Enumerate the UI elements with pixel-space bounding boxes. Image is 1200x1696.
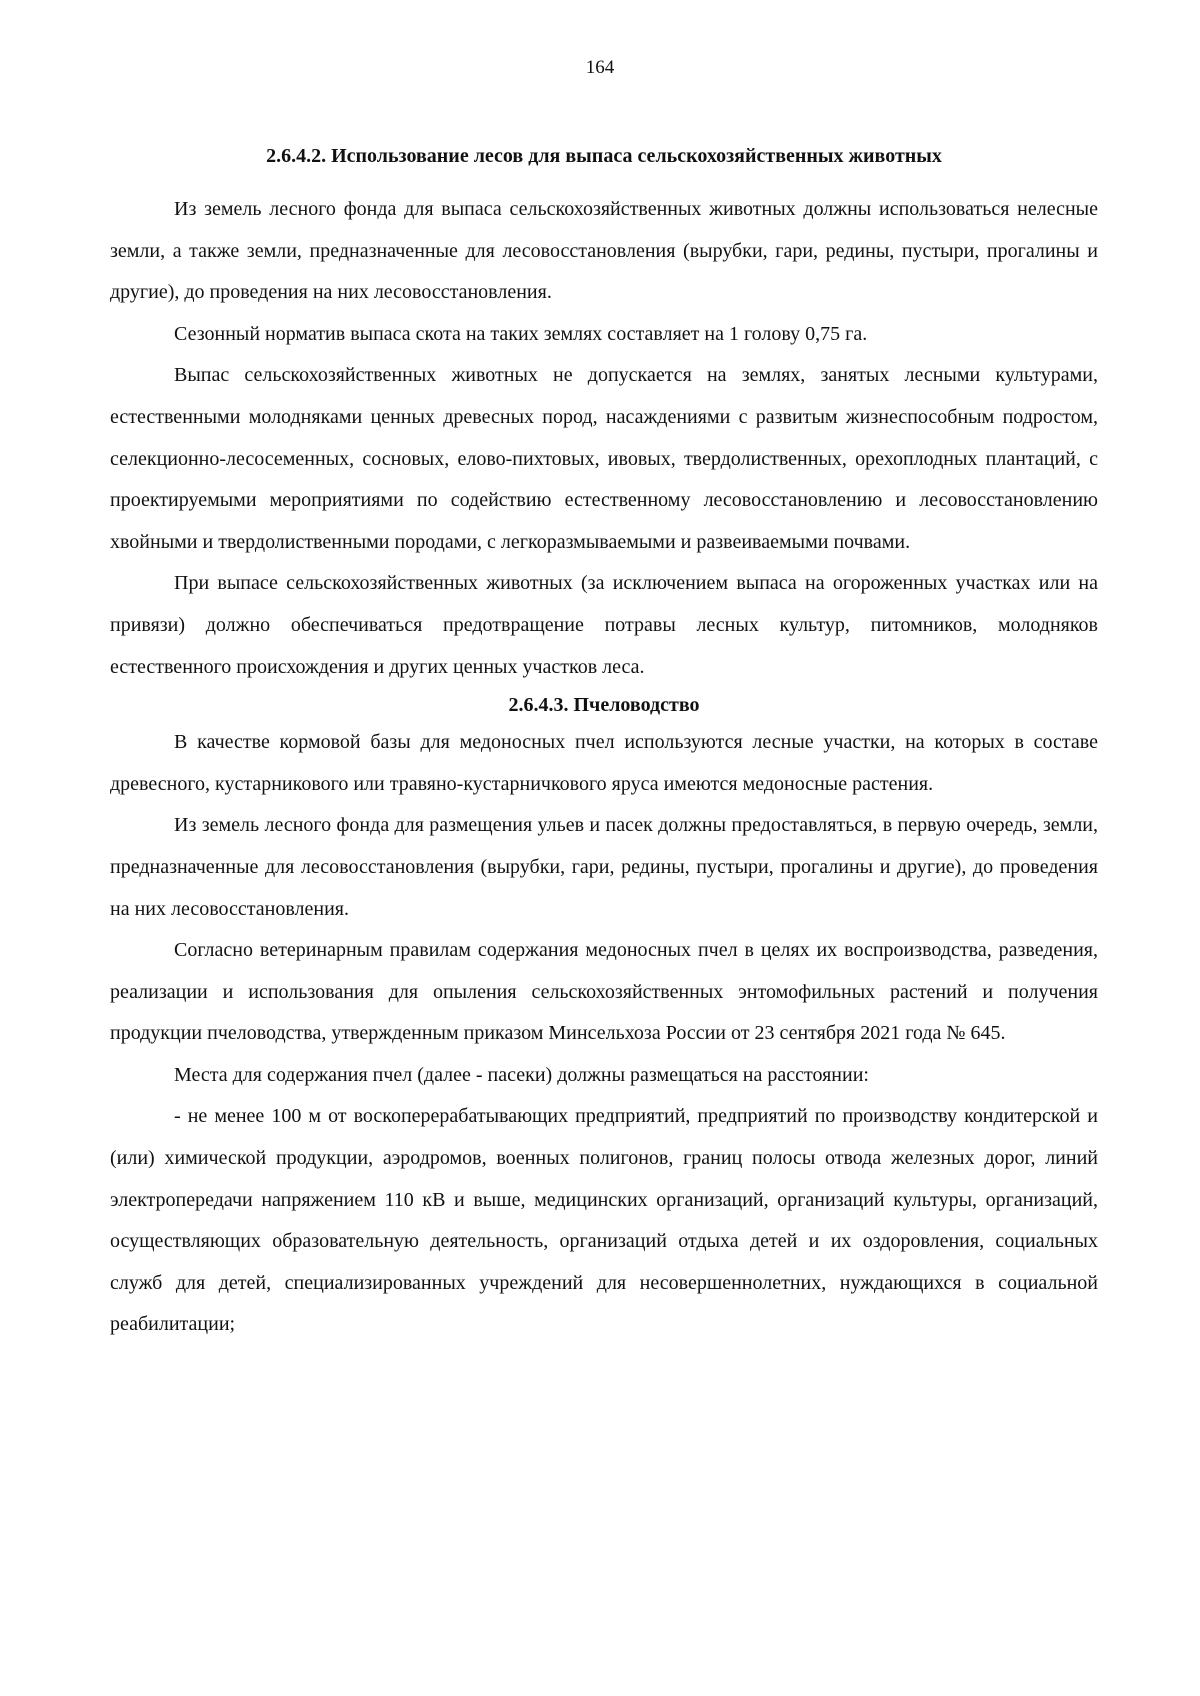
section-heading-beekeeping: 2.6.4.3. Пчеловодство — [508, 694, 700, 717]
paragraph: В качестве кормовой базы для медоносных пчел используются лесные участки, на которых в составе древесного, кустарникового или травяно-кустарничкового яруса имеются медоносные растения. — [110, 731, 1098, 795]
paragraph: Места для содержания пчел (далее - пасеки) должны размещаться на расстоянии: — [174, 1063, 869, 1086]
document-body — [110, 143, 1098, 1346]
paragraph: Согласно ветеринарным правилам содержания медоносных пчел в целях их воспроизводства, разведения, реализации и использования для опыления сельскохозяйственных энтомофильных растений и получения продукции пчеловодства, утвержденным приказом Минсельхоза России от 23 сентября 2021 года № 645. — [110, 939, 1098, 1045]
paragraph: Выпас сельскохозяйственных животных не допускается на землях, занятых лесными культурами, естественными молодняками ценных древесных пород, насаждениями с развитым жизнеспособным подростом, селекционно-лесосеменных, сосновых, елово-пихтовых, ивовых, твердолиственных, орехоплодных плантаций, с проектируемыми мероприятиями по содействию естественному лесовосстановлению и лесовосстановлению хвойными и твердолиственными породами, с легкоразмываемыми и развеиваемыми почвами. — [110, 364, 1098, 553]
paragraph: Из земель лесного фонда для выпаса сельскохозяйственных животных должны использоваться нелесные земли, а также земли, предназначенные для лесовосстановления (вырубки, гари, редины, пустыри, прогалины и другие), до проведения на них лесовосстановления. — [110, 198, 1098, 304]
paragraph: Сезонный норматив выпаса скота на таких землях составляет на 1 голову 0,75 га. — [174, 322, 868, 345]
list-item: - не менее 100 м от воскоперерабатывающих предприятий, предприятий по производству кондитерской и (или) химической продукции, аэродромов, военных полигонов, границ полосы отвода железных дорог, линий электропередачи напряжением 110 кВ и выше, медицинских организаций, организаций культуры, организаций, осуществляющих образовательную деятельность, организаций отдыха детей и их оздоровления, социальных служб для детей, специализированных учреждений для несовершеннолетних, нуждающихся в социальной реабилитации; — [110, 1105, 1098, 1336]
page-number: 164 — [585, 57, 615, 78]
section-heading-grazing: 2.6.4.2. Использование лесов для выпаса сельскохозяйственных животных — [266, 145, 942, 167]
paragraph: При выпасе сельскохозяйственных животных (за исключением выпаса на огороженных участках или на привязи) должно обеспечиваться предотвращение потравы лесных культур, питомников, молодняков естественного происхождения и других ценных участков леса. — [110, 572, 1098, 678]
paragraph: Из земель лесного фонда для размещения ульев и пасек должны предоставляться, в первую очередь, земли, предназначенные для лесовосстановления (вырубки, гари, редины, пустыри, прогалины и другие), до проведения на них лесовосстановления. — [110, 814, 1098, 920]
